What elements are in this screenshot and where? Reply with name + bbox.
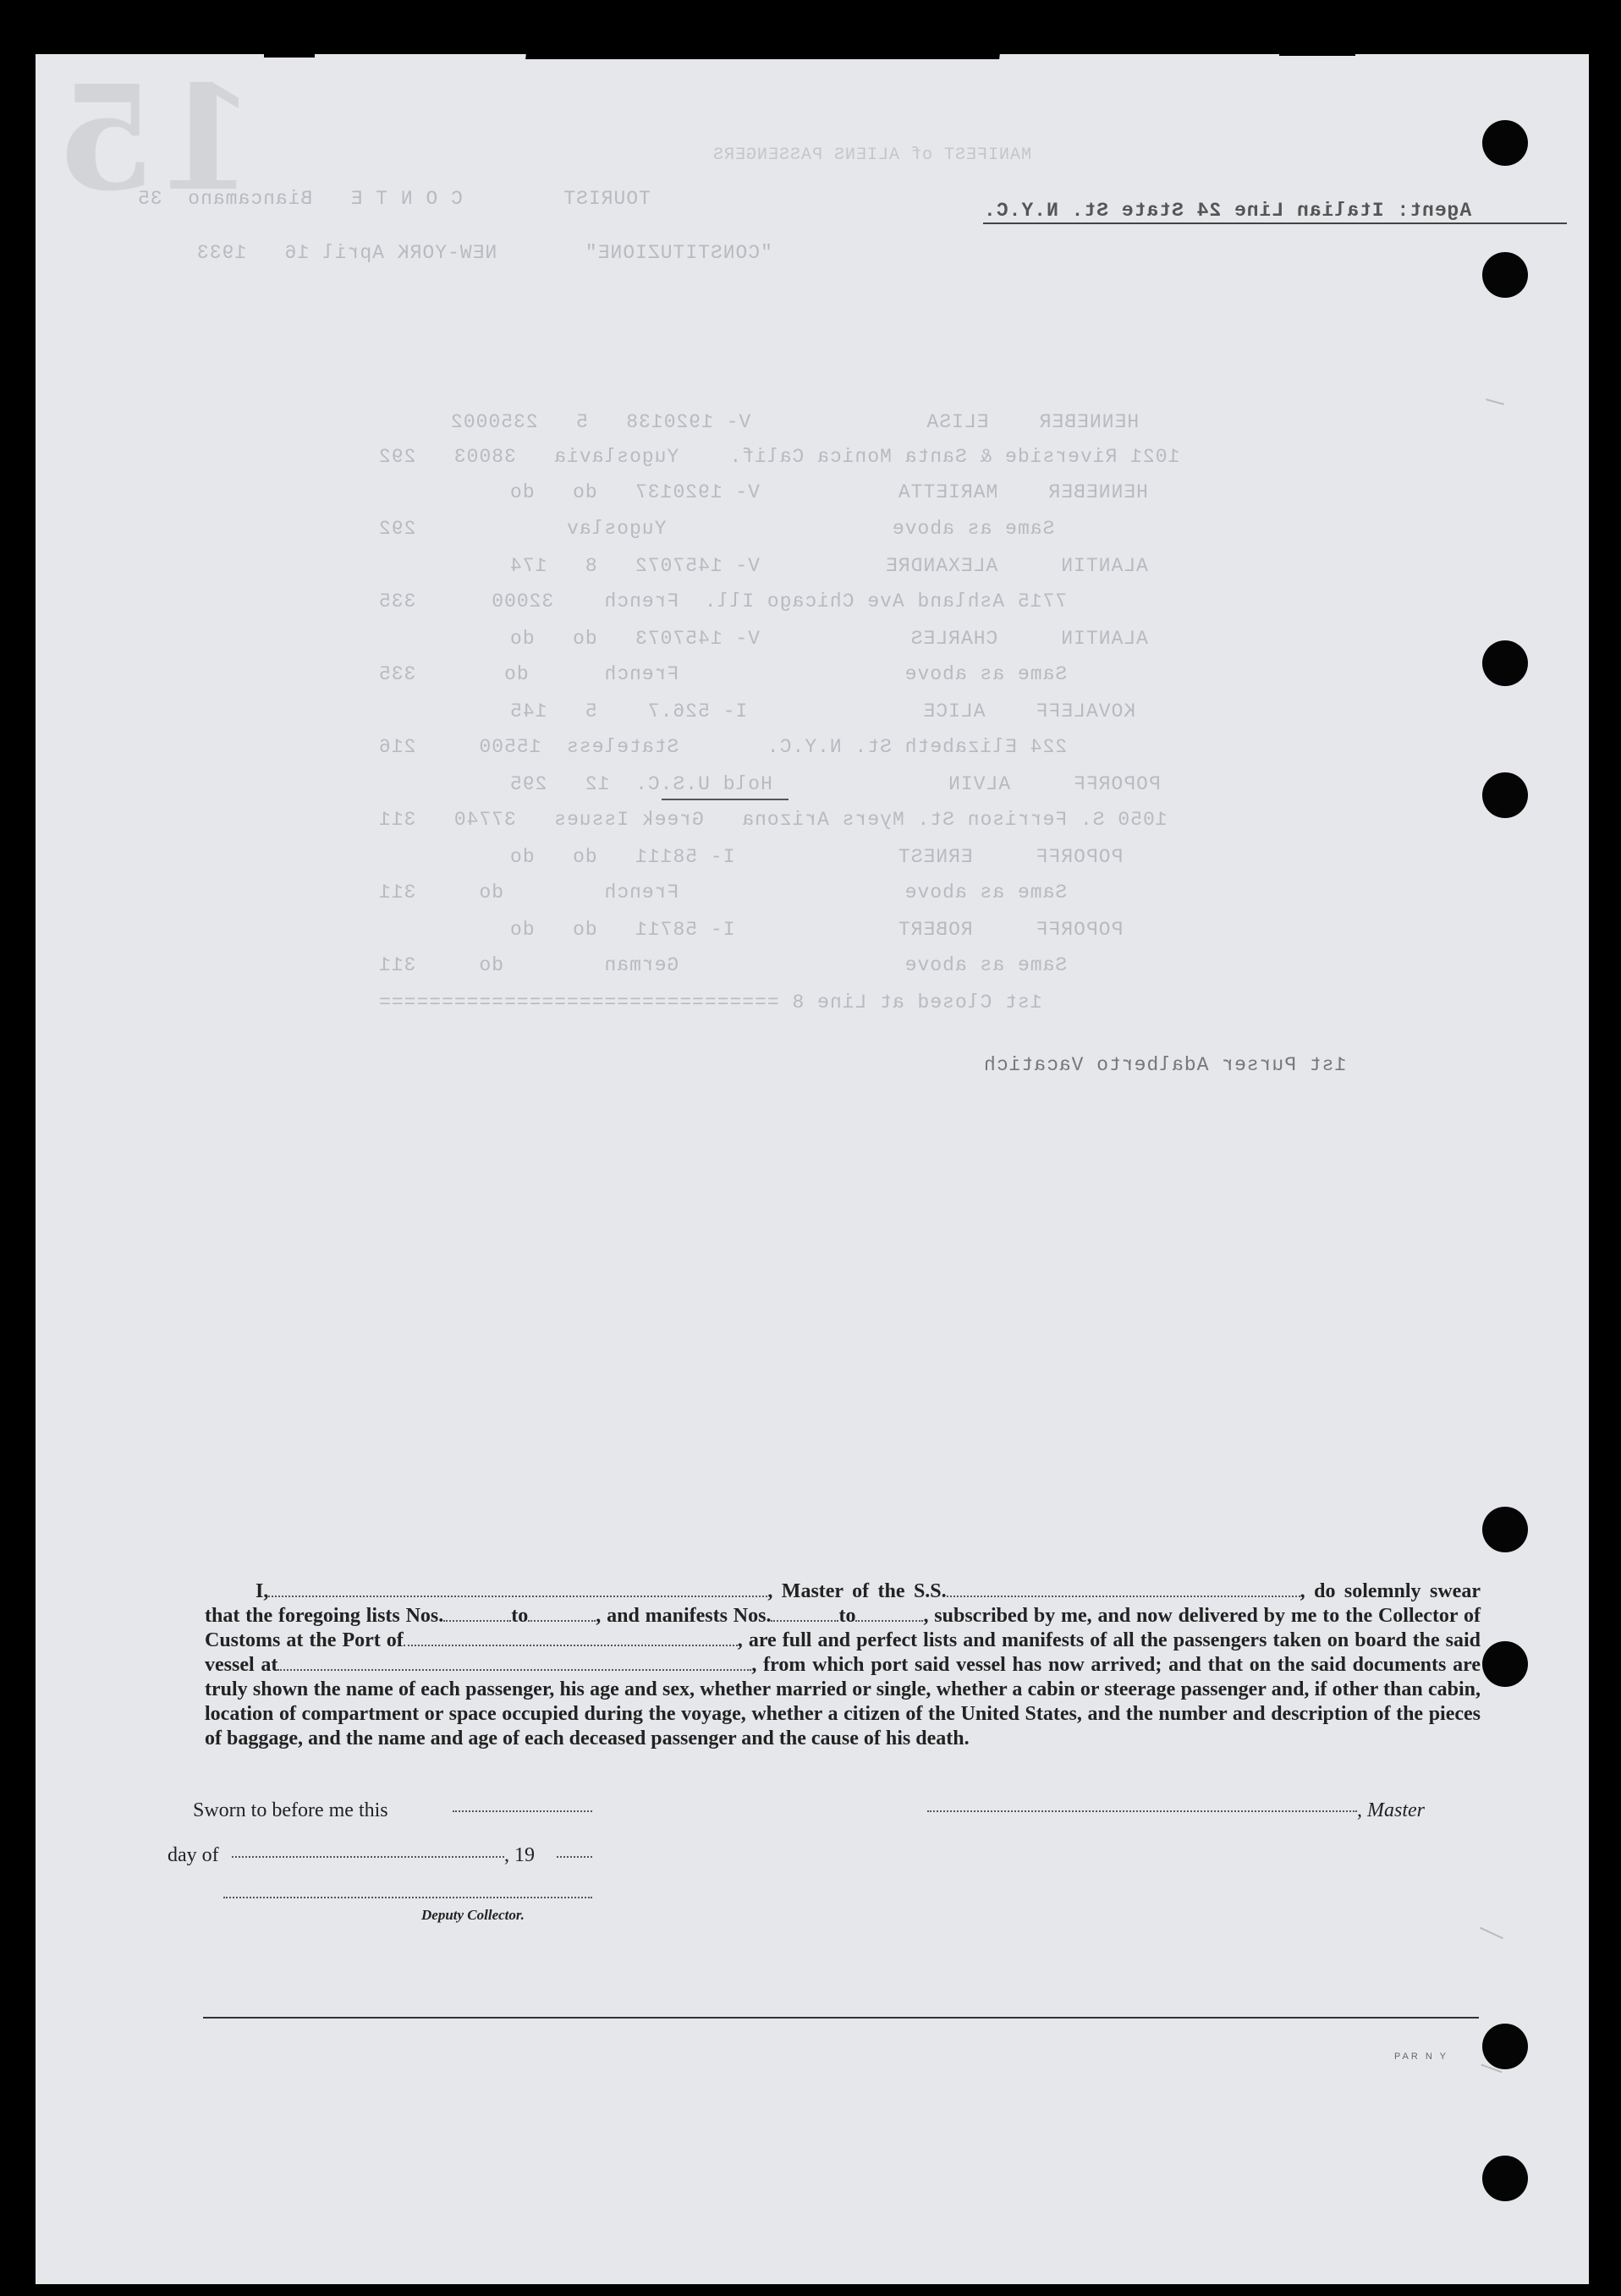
bleed-underline — [662, 799, 789, 800]
sworn-date-field[interactable] — [453, 1810, 592, 1812]
bleed-row: Same as above French do 335 — [378, 663, 1068, 685]
binder-hole — [1482, 2024, 1528, 2069]
bleed-row: 1021 Riverside & Santa Monica Calif. Yugoslavia 38003 292 — [378, 446, 1180, 468]
oath-text: , and manifests Nos. — [596, 1605, 772, 1627]
master-signature-field[interactable] — [927, 1810, 1357, 1812]
edge-mark — [1480, 1927, 1503, 1939]
bleed-header-underline — [983, 222, 1567, 224]
bleed-row: 1st Purser Adalberto Vacatich — [983, 1054, 1347, 1076]
binder-hole — [1482, 1641, 1528, 1687]
oath-text: , are full and perfect lists and manifests of all the passengers taken on board the said vessel at — [205, 1629, 1481, 1676]
oath-paragraph — [205, 1579, 1481, 1751]
top-notch-middle — [525, 46, 1001, 59]
bleed-row: 224 Elizabeth St. N.Y.C. Stateless 15500 216 — [378, 736, 1068, 758]
bleed-header-line: TOURIST C O N T E Biancamano 35 — [137, 188, 651, 210]
year-label: , 19 — [504, 1844, 535, 1866]
deputy-signature-field[interactable] — [223, 1897, 592, 1898]
bleed-header-line: "CONSTITUZIONE" NEW-YORK April 16 1933 — [196, 242, 772, 264]
bleed-row: POPORFF ROBERT I- 58711 do do — [509, 919, 1124, 941]
binder-hole — [1482, 2156, 1528, 2201]
day-of-label: day of — [168, 1844, 219, 1866]
oath-text: , from which port said vessel has now arrived; and that on the said documents are truly shown the name of each passenger, his age and sex, whether married or single, whether a cabin or steerage passenger and, if other than cabin, location of compartment or space occupied during the voyage, whether a citizen of the United States, and the number and description of the pieces of baggage, and the name and age of each deceased passenger and the cause of his death. — [205, 1654, 1481, 1749]
bleed-row: Same as above French do 311 — [378, 882, 1068, 904]
bleed-row: 1050 S. Ferrison St. Myers Arizona Greek Issues 37740 311 — [378, 809, 1168, 831]
binder-hole — [1482, 772, 1528, 818]
bleed-row: KOVALEFF ALICE I- 526.7 5 145 — [509, 700, 1136, 722]
bleed-row: 1st Closed at Line 8 ================================ — [378, 991, 1042, 1013]
oath-text: , do solemnly swear that the foregoing lists Nos. — [205, 1580, 1481, 1627]
embarkation-port-field[interactable] — [277, 1654, 751, 1671]
manifest-page — [36, 54, 1589, 2284]
bleed-row: 7715 Ashland Ave Chicago Ill. French 32000 335 — [378, 590, 1068, 612]
vessel-name-field[interactable] — [947, 1580, 1300, 1597]
top-notch-left — [264, 46, 315, 58]
top-notch-right — [1279, 46, 1355, 56]
oath-text: to — [511, 1605, 529, 1627]
bleed-page-number: 15 — [56, 54, 256, 223]
bleed-row: HENNEBER MARIETTA V- 1920137 do do — [509, 481, 1148, 503]
manifests-from-field[interactable] — [771, 1605, 838, 1622]
lists-from-field[interactable] — [443, 1605, 511, 1622]
oath-text: I, — [256, 1580, 269, 1602]
bleed-row: Same as above German do 311 — [378, 954, 1068, 976]
bleed-row: Same as above Yugoslav 292 — [378, 518, 1055, 540]
deputy-collector-label: Deputy Collector. — [421, 1907, 525, 1923]
oath-text: to — [838, 1605, 856, 1627]
bleed-header-line: Agent: Italian Line 24 State St. N.Y.C. — [983, 200, 1472, 222]
day-of-field[interactable] — [232, 1856, 504, 1858]
sworn-label: Sworn to before me this — [193, 1799, 388, 1821]
binder-hole — [1482, 252, 1528, 298]
binder-hole — [1482, 120, 1528, 166]
binder-hole — [1482, 1507, 1528, 1552]
lists-to-field[interactable] — [528, 1605, 596, 1622]
bleed-row: ALANTIN CHARLES V- 1457073 do do — [509, 628, 1148, 650]
bleed-row: HENNEBER ELISA V- 1920138 5 2350002 — [450, 411, 1140, 433]
oath-text: , subscribed by me, and now delivered by me to the Collector of Customs at the Port of — [205, 1605, 1481, 1651]
printer-mark: PAR N Y — [1394, 2052, 1448, 2062]
bleed-row: ALANTIN ALEXANDRE V- 1457072 8 174 — [509, 555, 1148, 577]
master-label-text: Master — [1367, 1799, 1425, 1821]
binder-hole — [1482, 640, 1528, 686]
bottom-rule — [203, 2017, 1479, 2019]
port-field[interactable] — [404, 1629, 738, 1646]
master-name-field[interactable] — [268, 1580, 767, 1597]
manifests-to-field[interactable] — [855, 1605, 923, 1622]
oath-text: , Master of the S.S. — [767, 1580, 947, 1602]
bleed-row: POPORFF ERNEST I- 58111 do do — [509, 846, 1124, 868]
year-field[interactable] — [557, 1856, 592, 1858]
edge-mark — [1486, 398, 1504, 405]
bleed-row: POPORFF ALVIN Hold U.S.C. 12 295 — [509, 773, 1161, 795]
bleed-header-line: MANIFEST of ALIENS PASSENGERS — [712, 146, 1032, 165]
master-label: , Master — [1357, 1799, 1425, 1821]
